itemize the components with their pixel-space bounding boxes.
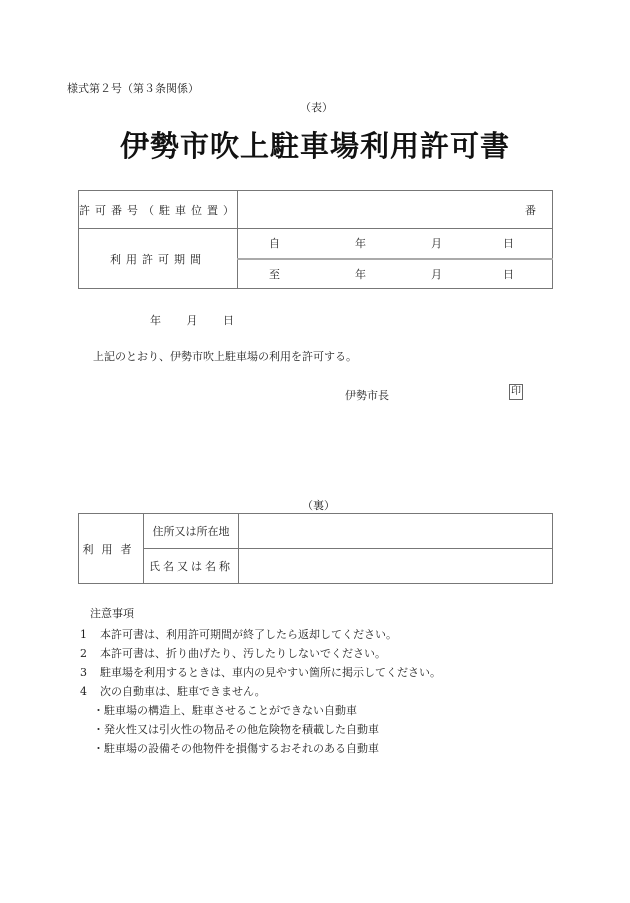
to-day: 日 [503, 267, 514, 281]
note-number: 3 [80, 666, 87, 679]
note-number: 1 [80, 628, 87, 641]
note-bullet: ・発火性又は引火性の物品その他危険物を積載した自動車 [93, 723, 379, 736]
period-to-field[interactable] [238, 259, 553, 289]
issue-year: 年 [150, 314, 161, 327]
from-year: 年 [355, 237, 366, 251]
permission-statement: 上記のとおり、伊勢市吹上駐車場の利用を許可する。 [93, 350, 357, 363]
note-text: 次の自動車は、駐車できません。 [100, 685, 266, 698]
name-row [79, 549, 553, 584]
user-label: 利用者 [79, 514, 144, 584]
issue-month: 月 [186, 314, 198, 327]
note-item [80, 626, 397, 642]
front-side-label: （表） [300, 101, 333, 114]
note-text: 本許可書は、折り曲げたり、汚したりしないでください。 [100, 647, 386, 660]
to-year: 年 [355, 267, 366, 281]
form-number: 様式第２号（第３条関係） [67, 82, 199, 95]
address-field[interactable] [239, 514, 553, 549]
period-from-field[interactable] [238, 229, 553, 259]
period-label: 利用許可期間 [79, 229, 238, 289]
address-row [79, 514, 553, 549]
name-field[interactable] [239, 549, 553, 584]
document-title: 伊勢市吹上駐車場利用許可書 [119, 129, 510, 163]
period-from-row [79, 229, 553, 259]
note-bullet: ・駐車場の構造上、駐車させることができない自動車 [93, 704, 357, 717]
issuer-name: 伊勢市長 [345, 389, 389, 402]
to-month: 月 [431, 267, 442, 281]
user-table [78, 513, 553, 584]
from-prefix: 自 [269, 237, 280, 251]
notes-heading: 注意事項 [90, 607, 134, 620]
address-label: 住所又は所在地 [144, 514, 239, 549]
seal-mark: 印 [509, 384, 523, 400]
note-item [80, 645, 386, 661]
note-text: 本許可書は、利用許可期間が終了したら返却してください。 [100, 628, 397, 641]
note-number: 4 [80, 685, 87, 698]
from-month: 月 [431, 237, 442, 251]
note-number: 2 [80, 647, 87, 660]
note-text: 駐車場を利用するときは、車内の見やすい箇所に掲示してください。 [100, 666, 441, 679]
permit-table [78, 190, 553, 289]
back-side-label: （裏） [302, 499, 335, 512]
issue-date [150, 312, 256, 328]
permit-number-row [79, 191, 553, 229]
note-item [80, 664, 441, 680]
permit-number-field[interactable]: 番 [238, 191, 553, 229]
note-item [80, 683, 266, 699]
note-bullet: ・駐車場の設備その他物件を損傷するおそれのある自動車 [93, 742, 379, 755]
issue-day: 日 [223, 314, 234, 327]
permit-number-label: 許可番号（駐車位置） [79, 191, 238, 229]
name-label: 氏名又は名称 [144, 549, 239, 584]
from-day: 日 [503, 237, 514, 251]
to-prefix: 至 [269, 267, 280, 281]
